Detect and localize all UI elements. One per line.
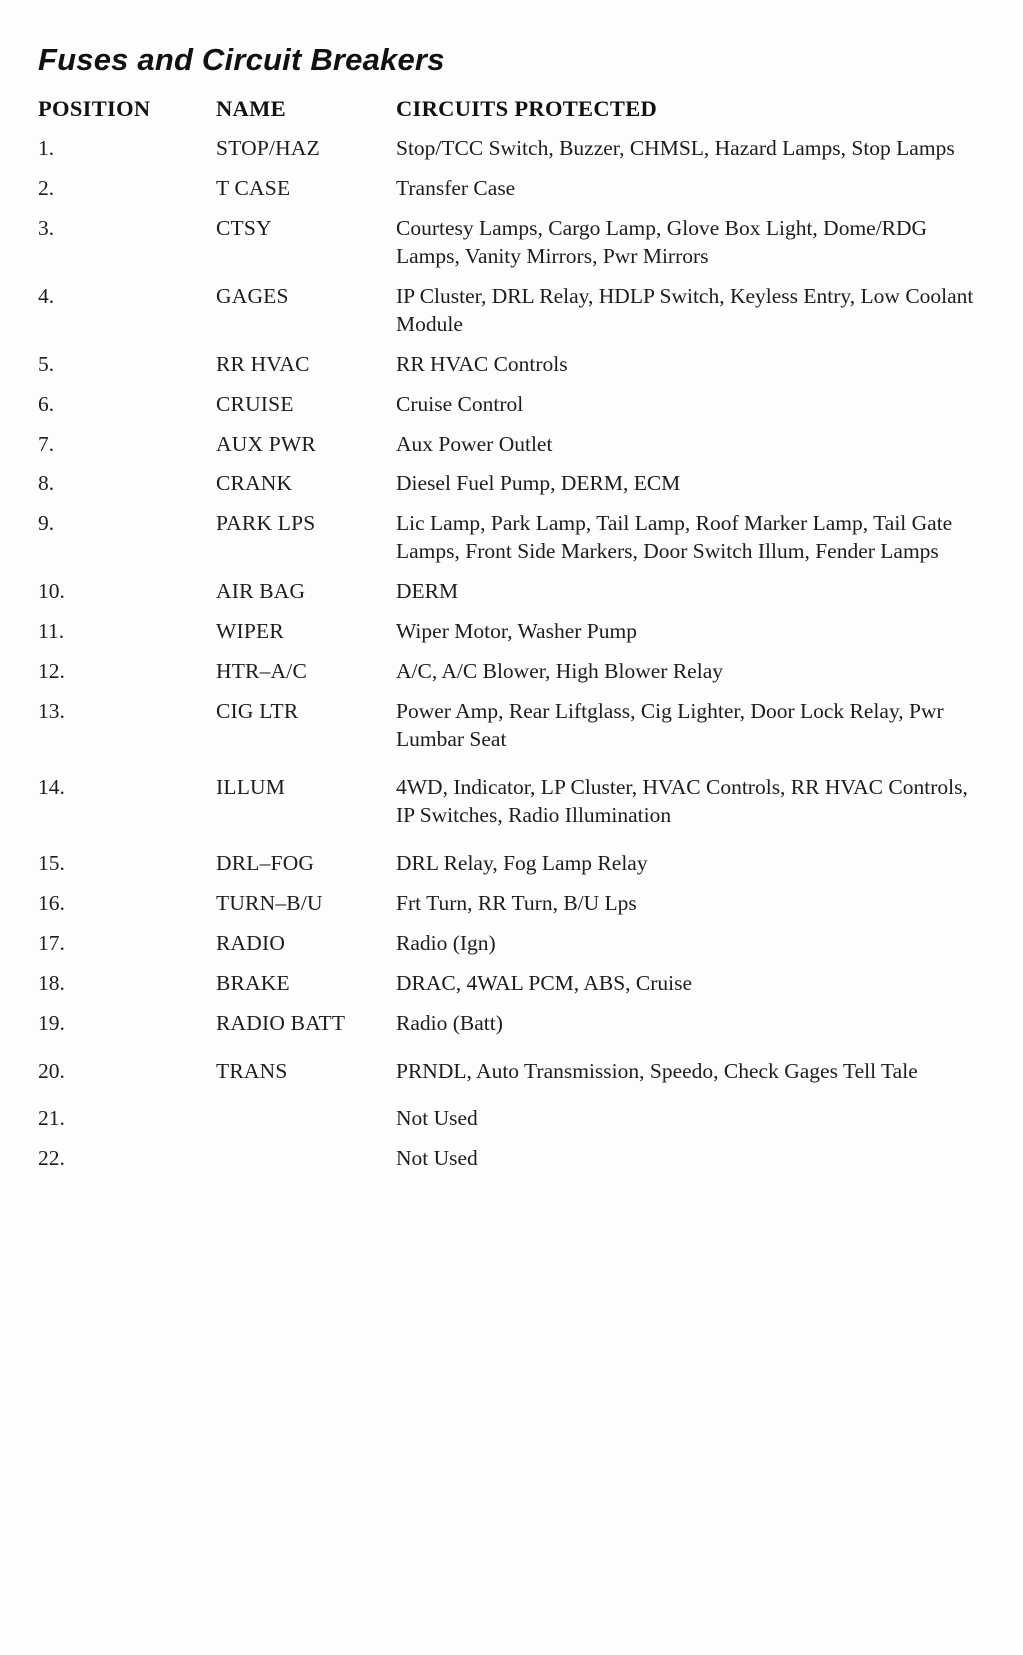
cell-name: RADIO: [216, 930, 286, 955]
cell-circuits-protected: 4WD, Indicator, LP Cluster, HVAC Controls, RR HVAC Controls, IP Switches, Radio Illumination: [396, 774, 968, 827]
cell-circuits-protected: DRAC, 4WAL PCM, ABS, Cruise: [396, 970, 693, 995]
cell-position: 17.: [38, 930, 65, 955]
column-header-position: POSITION: [38, 96, 151, 121]
cell-circuits-protected: Diesel Fuel Pump, DERM, ECM: [396, 471, 681, 496]
cell-position: 21.: [38, 1106, 65, 1131]
cell-name: T CASE: [216, 175, 291, 200]
cell-position: 7.: [38, 431, 55, 456]
cell-position: 2.: [38, 175, 55, 200]
cell-circuits-protected: A/C, A/C Blower, High Blower Relay: [396, 659, 723, 684]
cell-name: TURN–B/U: [216, 890, 323, 915]
cell-position: 19.: [38, 1010, 65, 1035]
cell-name: STOP/HAZ: [216, 136, 320, 160]
cell-name: AIR BAG: [216, 579, 306, 604]
cell-circuits-protected: Lic Lamp, Park Lamp, Tail Lamp, Roof Marker Lamp, Tail Gate Lamps, Front Side Markers, Door Switch Illum, Fender Lamps: [396, 511, 953, 564]
cell-name: TRANS: [216, 1058, 288, 1083]
table-row: [38, 696, 978, 772]
table-header-row: [38, 96, 978, 133]
column-header-name: NAME: [216, 96, 286, 121]
cell-position: 16.: [38, 890, 65, 915]
cell-position: 13.: [38, 699, 65, 724]
table-row: [38, 349, 978, 389]
table-row: [38, 1008, 978, 1056]
cell-name: WIPER: [216, 619, 284, 644]
table-body: [38, 133, 978, 1183]
table-row: [38, 173, 978, 213]
cell-circuits-protected: Power Amp, Rear Liftglass, Cig Lighter, Door Lock Relay, Pwr Lumbar Seat: [396, 699, 944, 751]
cell-position: 4.: [38, 283, 55, 308]
table-row: [38, 133, 978, 173]
page-title: Fuses and Circuit Breakers: [38, 42, 445, 77]
table-row: [38, 928, 978, 968]
cell-position: 12.: [38, 659, 65, 684]
cell-name: GAGES: [216, 283, 289, 308]
table-row: [38, 429, 978, 469]
cell-name: RR HVAC: [216, 351, 310, 376]
table-row: [38, 1056, 978, 1104]
cell-name: BRAKE: [216, 970, 290, 995]
cell-circuits-protected: Transfer Case: [396, 175, 516, 200]
cell-circuits-protected: Radio (Batt): [396, 1010, 503, 1035]
table-row: [38, 281, 978, 349]
cell-circuits-protected: Frt Turn, RR Turn, B/U Lps: [396, 890, 637, 915]
table-row: [38, 968, 978, 1008]
cell-circuits-protected: Courtesy Lamps, Cargo Lamp, Glove Box Light, Dome/RDG Lamps, Vanity Mirrors, Pwr Mirrors: [396, 215, 928, 268]
cell-position: 18.: [38, 970, 65, 995]
cell-position: 22.: [38, 1146, 65, 1171]
cell-position: 5.: [38, 351, 55, 376]
table-row: [38, 772, 978, 848]
cell-name: CIG LTR: [216, 699, 299, 724]
cell-position: 15.: [38, 850, 65, 875]
cell-position: 8.: [38, 471, 55, 496]
cell-position: 9.: [38, 511, 55, 536]
cell-name: AUX PWR: [216, 431, 316, 456]
cell-name: ILLUM: [216, 774, 286, 799]
cell-position: 10.: [38, 579, 65, 604]
cell-name: RADIO BATT: [216, 1010, 346, 1035]
cell-circuits-protected: Not Used: [396, 1106, 478, 1131]
cell-name: PARK LPS: [216, 511, 316, 536]
cell-name: DRL–FOG: [216, 850, 315, 875]
table-row: [38, 389, 978, 429]
cell-circuits-protected: RR HVAC Controls: [396, 351, 568, 376]
cell-position: 3.: [38, 215, 55, 240]
cell-circuits-protected: Radio (Ign): [396, 930, 496, 955]
cell-name: CTSY: [216, 215, 272, 240]
fuses-table: [38, 96, 978, 1183]
cell-name: CRUISE: [216, 391, 294, 416]
cell-circuits-protected: Wiper Motor, Washer Pump: [396, 619, 637, 644]
cell-name: HTR–A/C: [216, 659, 307, 684]
cell-circuits-protected: Cruise Control: [396, 391, 524, 416]
table-row: [38, 848, 978, 888]
cell-name: [216, 1103, 396, 1143]
cell-position: 1.: [38, 136, 55, 160]
cell-name: CRANK: [216, 471, 293, 496]
cell-circuits-protected: Not Used: [396, 1146, 478, 1171]
table-row: [38, 468, 978, 508]
cell-name: [216, 1143, 396, 1183]
cell-circuits-protected: DRL Relay, Fog Lamp Relay: [396, 850, 648, 875]
cell-position: 6.: [38, 391, 55, 416]
table-row: [38, 508, 978, 576]
cell-position: 11.: [38, 619, 65, 644]
table-row: [38, 1103, 978, 1143]
cell-position: 14.: [38, 774, 65, 799]
table-row: [38, 1143, 978, 1183]
cell-position: 20.: [38, 1058, 65, 1083]
table-row: [38, 576, 978, 616]
table-row: [38, 656, 978, 696]
cell-circuits-protected: DERM: [396, 579, 459, 604]
cell-circuits-protected: PRNDL, Auto Transmission, Speedo, Check Gages Tell Tale: [396, 1058, 918, 1083]
table-row: [38, 888, 978, 928]
table-header: [38, 96, 978, 133]
cell-circuits-protected: Aux Power Outlet: [396, 431, 553, 456]
cell-circuits-protected: IP Cluster, DRL Relay, HDLP Switch, Keyless Entry, Low Coolant Module: [396, 283, 974, 336]
cell-circuits-protected: Stop/TCC Switch, Buzzer, CHMSL, Hazard Lamps, Stop Lamps: [396, 136, 955, 160]
table-row: [38, 213, 978, 281]
column-header-circuits-protected: CIRCUITS PROTECTED: [396, 96, 658, 121]
table-row: [38, 616, 978, 656]
